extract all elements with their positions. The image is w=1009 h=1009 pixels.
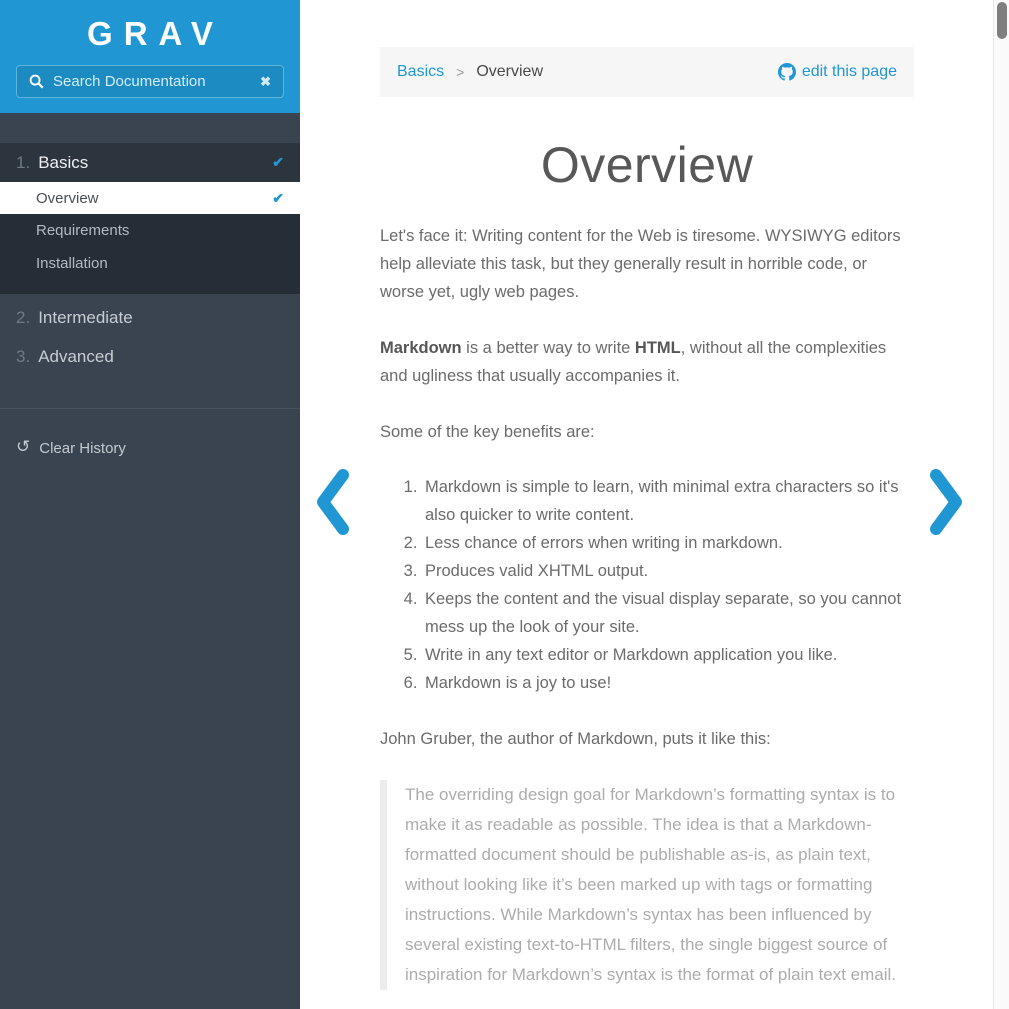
sidebar-item-requirements[interactable] — [0, 214, 300, 247]
list-item: 3. Produces valid XHTML output. — [422, 557, 914, 585]
markdown-quote: The overriding design goal for Markdown’s formatting syntax is to make it as readable as possible. The idea is that a Markdown-formatted document should be publishable as-is, as plain text, without looking like it’s been marked up with tags or formatting instructions. While Markdown’s syntax has been influenced by several existing text-to-HTML filters, the single biggest source of inspiration for Markdown’s syntax is the format of plain text email. — [380, 780, 914, 990]
sidebar-chapter-intermediate[interactable] — [0, 298, 300, 337]
search-input[interactable] — [53, 73, 260, 90]
list-item: 5. Write in any text editor or Markdown application you like. — [422, 641, 914, 669]
nav-spacer — [0, 113, 300, 143]
chapter-label: Basics — [38, 152, 89, 172]
chapters-lower — [0, 298, 300, 376]
page-title: Overview — [540, 137, 754, 193]
bold-html: HTML — [634, 339, 681, 357]
sidebar-item-installation[interactable] — [0, 247, 300, 280]
breadcrumb-link-basics[interactable]: Basics — [397, 63, 445, 80]
sidebar-chapter-basics[interactable] — [0, 143, 300, 182]
sub-item-label: Requirements — [36, 222, 130, 239]
clear-history-button[interactable] — [0, 433, 300, 463]
github-icon — [778, 63, 796, 81]
search-clear-icon[interactable]: ✖ — [260, 73, 271, 89]
scrollbar-thumb[interactable] — [997, 2, 1007, 39]
edit-this-page-link[interactable] — [778, 63, 897, 81]
breadcrumb — [380, 47, 914, 97]
prev-page-button[interactable] — [316, 469, 350, 540]
chapter-number: 1. — [16, 152, 31, 172]
grav-logo[interactable]: GRAV — [87, 15, 224, 52]
check-icon: ✔ — [272, 154, 284, 170]
chapter-label: Intermediate — [38, 307, 133, 327]
sub-item-label: Overview — [36, 189, 99, 207]
bold-markdown: Markdown — [380, 339, 462, 357]
sidebar — [0, 0, 300, 1009]
paragraph-benefits-lead: Some of the key benefits are: — [380, 423, 595, 441]
benefits-list — [380, 473, 914, 697]
next-page-button[interactable] — [929, 469, 963, 540]
paragraph-markdown: Markdown is a better way to write HTML, without all the complexities and ugliness that usually accompanies it. — [380, 339, 887, 385]
sidebar-subnav-basics — [0, 182, 300, 294]
chapter-number: 2. — [16, 307, 31, 327]
sub-item-label: Installation — [36, 255, 108, 272]
list-item: 4. Keeps the content and the visual display separate, so you cannot mess up the look of your site. — [422, 585, 914, 641]
breadcrumb-current: Overview — [476, 63, 543, 80]
main-content — [300, 0, 993, 1009]
edit-link-label: edit this page — [801, 63, 897, 80]
search-box[interactable] — [16, 65, 284, 98]
sidebar-nav — [0, 113, 300, 463]
sidebar-item-overview[interactable] — [0, 182, 300, 214]
page-scrollbar[interactable] — [993, 0, 1009, 1009]
chevron-left-icon — [316, 469, 350, 535]
article-body — [380, 222, 914, 990]
check-icon: ✔ — [272, 189, 284, 206]
search-icon — [29, 74, 44, 89]
chapter-label: Advanced — [38, 346, 114, 366]
history-icon: ↺ — [16, 437, 31, 456]
clear-history-label: Clear History — [39, 439, 126, 457]
list-item: 1. Markdown is simple to learn, with minimal extra characters so it's also quicker to write content. — [422, 473, 914, 529]
list-item: 6. Markdown is a joy to use! — [422, 669, 914, 697]
chevron-right-icon — [929, 469, 963, 535]
content-container — [380, 47, 914, 990]
paragraph-intro: Let's face it: Writing content for the Web is tiresome. WYSIWYG editors help alleviate this task, but they generally result in horrible code, or worse yet, ugly web pages. — [380, 227, 901, 301]
breadcrumb-separator: > — [456, 64, 465, 80]
sidebar-divider — [0, 408, 300, 409]
list-item: 2. Less chance of errors when writing in markdown. — [422, 529, 914, 557]
chapter-number: 3. — [16, 346, 31, 366]
brand-header — [0, 0, 300, 113]
sidebar-chapter-advanced[interactable] — [0, 337, 300, 376]
paragraph-gruber: John Gruber, the author of Markdown, puts it like this: — [380, 730, 771, 748]
